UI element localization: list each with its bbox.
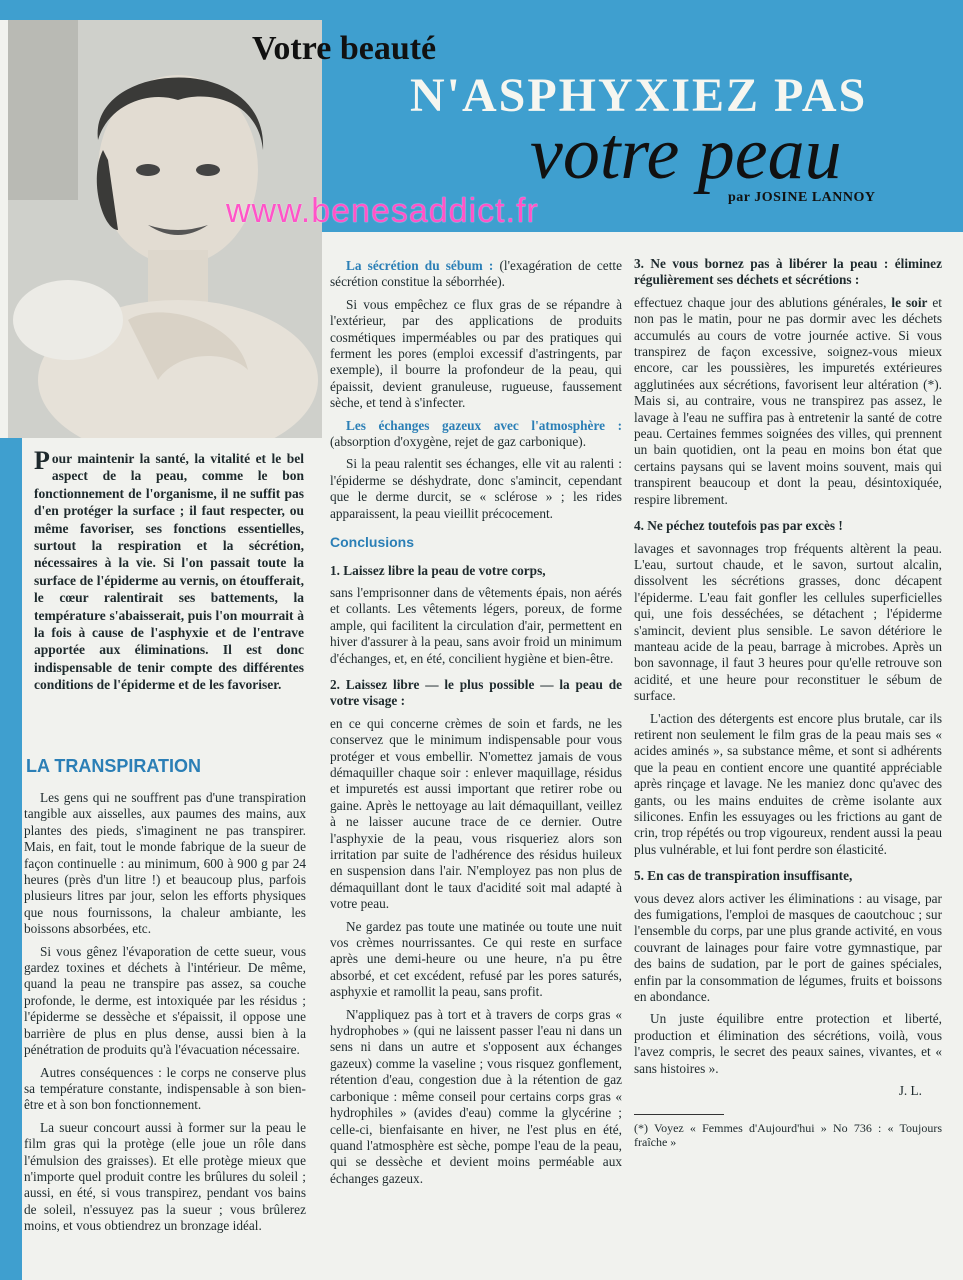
- blue-band-top: [0, 0, 322, 20]
- point-3-bold: le soir: [891, 294, 928, 310]
- point-2-text-b: Ne gardez pas toute une matinée ou toute une nuit vos crèmes nourrissantes. Ce qui reste en surface après une demi-heure ou une heure, n'a pu être absorbé, et cet excédent, refusé par les pores saturés, asphyxie et ramollit la peau, sans profit.: [330, 918, 622, 1000]
- paragraph: Si vous gênez l'évaporation de cette sueur, vous gardez toxines et déchets à l'intérieur. De même, quand la peau ne transpire pas assez, sa couche profonde, le derme, est intoxiquée par les résidus ; l'épiderme se dessèche et s'épaissit, il oppose une barrière de plus en plus dense, aussi bien à la pénétration de produits qu'à l'évacuation nécessaire.: [24, 943, 306, 1058]
- point-1-heading: 1. Laissez libre la peau de votre corps,: [330, 562, 546, 578]
- headline-line-1: N'ASPHYXIEZ PAS: [410, 69, 868, 122]
- sebum-heading: La sécrétion du sébum :: [346, 258, 494, 273]
- heading-transpiration: LA TRANSPIRATION: [26, 756, 201, 776]
- conclusions-heading: Conclusions: [330, 534, 415, 551]
- point-3-heading: 3. Ne vous bornez pas à libérer la peau : éliminez régulièrement ses déchets et sécrétions :: [634, 256, 942, 288]
- paragraph: Si la peau ralentit ses échanges, elle vit au ralenti : l'épiderme se déshydrate, donc s'amincit, cependant que le derme durcit, se « sclérose » ; les rides apparaissent, la peau vieillit précocement.: [330, 456, 622, 521]
- footnote: (*) Voyez « Femmes d'Aujourd'hui » No 736 : « Toujours fraîche »: [634, 1120, 942, 1149]
- sebum-text: (l'exagération de cette sécrétion constitue la séborrhée).: [330, 258, 622, 290]
- point-2-text-c: N'appliquez pas à tort et à travers de corps gras « hydrophobes » (qui ne laissent passer l'eau ni dans un sens ni dans un autre et s'opposent aux échanges gazeux) comme la vaseline ; vous risquez gonflement, rétention d'eau, congestion due à la rétention de gaz carbonique : même conseil pour certains corps gras « hydrophiles » (avides d'eau) comme la glycérine ; celle-ci, bienfaisante en hiver, ne l'est plus en été, quand l'atmosphère est sèche, pompe l'eau de la peau, qui se dessèche et devient moins perméable aux échanges gazeux.: [330, 1006, 622, 1186]
- point-1-text: sans l'emprisonner dans de vêtements épais, non aérés et collants. Les vêtements légers, poreux, de forme ample, qui facilitent la circulation d'air, permettent en hiver d'assurer à la peau, sans avoir froid un minimum d'échanges, et, en été, concilient hygiène et bien-être.: [330, 584, 622, 666]
- point-4-text-b: L'action des détergents est encore plus brutale, car ils retirent non seulement le film gras de la peau mais ses « acides aminés », sa substance même, et sont si adhérents que la peau en contient encore une quantité appréciable après rinçage et lavage. Ne les maniez donc qu'avec des gants, ou les mains enduites de crème isolante aux silicones. Enfin les essuyages ou les frictions au gant de crin, trop répétés ou trop vigoureux, rendent aussi la peau plus vulnérable, et lui font perdre son élasticité.: [634, 710, 942, 857]
- intro-paragraph: [34, 446, 304, 700]
- paragraph: Les gens qui ne souffrent pas d'une transpiration tangible aux aisselles, aux paumes des mains, aux plantes des pieds, s'imaginent ne pas transpirer. Mais, en fait, tout le monde fabrique de la sueur de façon continuelle : au minimum, 600 à 900 g par 24 heures (près d'un litre !) et beaucoup plus, parfois plusieurs litres par jour, selon les efforts physiques que nous fournissons, la chaleur ambiante, les boissons absorbées, etc.: [24, 790, 306, 937]
- point-4-text-a: lavages et savonnages trop fréquents altèrent la peau. L'eau, surtout chaude, et le savon, surtout alcalin, dissolvent les sécrétions grasses, donc décapent l'épiderme. L'eau fait gonfler les cellules superficielles qui, une fois desséchées, se détachent ; l'épiderme s'amincit, devient plus sensible. Le savon détériore le manteau acide de la peau, barrage à microbes. Après un bon savonnage, il faut 3 heures pour qu'elle retrouve son acidité, et une heure pour reconstituer le sébum de surface.: [634, 540, 942, 704]
- dropcap: P: [34, 446, 50, 475]
- point-2-text-a: en ce qui concerne crèmes de soin et fards, ne les conservez que le minimum indispensable pour vous protéger et vous embellir. N'omettez jamais de vous démaquiller chaque soir : enlever maquillage, résidus et impuretés est aussi important que retirer robe ou gaine. Après le nettoyage au lait démaquillant, veillez à ne laisser aucune trace de ce dernier. Outre l'asphyxie de la peau, vous risqueriez alors son irritation par suite de l'adhérence des résidus huileux en suspension dans l'air. N'employez pas non plus de démaquillant dont le taux d'acidité soit mal adapté à votre peau.: [330, 715, 622, 912]
- gas-heading: Les échanges gazeux avec l'atmosphère :: [346, 417, 622, 433]
- point-3-text-pre: effectuez chaque jour des ablutions générales,: [634, 294, 892, 310]
- footnote-rule: [634, 1114, 724, 1115]
- headline-line-2: votre peau: [530, 113, 842, 195]
- point-5-heading: 5. En cas de transpiration insuffisante,: [634, 868, 853, 884]
- paragraph: Autres conséquences : le corps ne conserve plus sa température constante, indispensable à son bien-être et à son bon fonctionnement.: [24, 1064, 306, 1113]
- paragraph: Si vous empêchez ce flux gras de se répandre à l'extérieur, par des applications de produits cosmétiques imperméables ou par des pratiques qui ferment les pores (emploi excessif d'astringents, par exemple), il bourre la profondeur de la peau, qui épaissit, devient granuleuse, rugueuse, faussement sèche, et tend à s'infecter.: [330, 296, 622, 411]
- blue-left-band: [0, 438, 22, 1280]
- column-2: [330, 258, 622, 1193]
- column-3: [634, 246, 942, 1149]
- point-5-text: vous devez alors activer les éliminations : au visage, par des fumigations, l'emploi de masques de caoutchouc ; sur l'ensemble du corps, par une plus grande activité, en vous couvrant de lainages pour faire votre gymnastique, par des bains de sudation, par le port de gaines spéciales, enfin par la consommation de légumes, fruits et boissons en abondance.: [634, 890, 942, 1005]
- intro-text: our maintenir la santé, la vitalité et le bel aspect de la peau, comme le bon fonctionnement de l'organisme, il ne suffit pas d'en protéger la surface ; il faut respecter, ou même favoriser, ses fonctions essentielles, surtout la respiration et la sécrétion, nécessaires à la vie. Si l'on passait toute la surface de l'épiderme au vernis, on étoufferait, le cœur ralentirait ses battements, la température s'abaisserait, puis l'on mourrait à la fois à cause de l'asphyxie et de l'entrave apportée aux éliminations. Il est donc indispensable de tenir compte des différentes conditions de l'épiderme et de les favoriser.: [34, 451, 304, 693]
- closing-paragraph: Un juste équilibre entre protection et liberté, production et élimination des sécrétions, voilà, vous l'avez compris, le secret des peaux saines, vivantes, et « sans histoires ».: [634, 1011, 942, 1076]
- point-2-heading: 2. Laissez libre — le plus possible — la peau de votre visage :: [330, 676, 622, 709]
- paragraph: La sueur concourt aussi à former sur la peau le film gras qui la protège (elle joue un rôle dans l'émulsion des graisses). Et elle protège mieux que n'importe quel produit contre les brûlures du soleil ; aussi, en été, si vous transpirez, pendant vos bains de soleil, n'essuyez pas la sueur ; vous brûlerez moins, et vous obtiendrez un bronzage idéal.: [24, 1119, 306, 1234]
- column-1-body: [24, 790, 306, 1241]
- byline: par JOSINE LANNOY: [728, 190, 876, 205]
- gas-text: (absorption d'oxygène, rejet de gaz carbonique).: [330, 434, 587, 450]
- signature: J. L.: [898, 1083, 922, 1099]
- point-4-heading: 4. Ne péchez toutefois pas par excès !: [634, 518, 843, 534]
- point-3-text-post: et non pas le matin, pour ne pas dormir avec les déchets accumulés au cours de votre journée active. Si vous transpirez de façon excessive, soignez-vous mieux encore, car les poussières, les impuretés extérieures agglutinées aux sécrétions, favorisent leur altération (*). Mais si, au contraire, vous ne transpirez pas assez, le lavage à l'eau ne suffira pas à entretenir la santé de cotre peau. Certaines femmes soignées des villes, qui prennent un bain quotidien, ont la peau en moins bon état que certains paysans qui se lavent moins souvent, mais qui transpirent beaucoup et dont la peau, désintoxiquée, respire librement.: [634, 294, 942, 507]
- watermark: www.benesaddict.fr: [226, 192, 539, 230]
- section-title: Votre beauté: [252, 30, 437, 67]
